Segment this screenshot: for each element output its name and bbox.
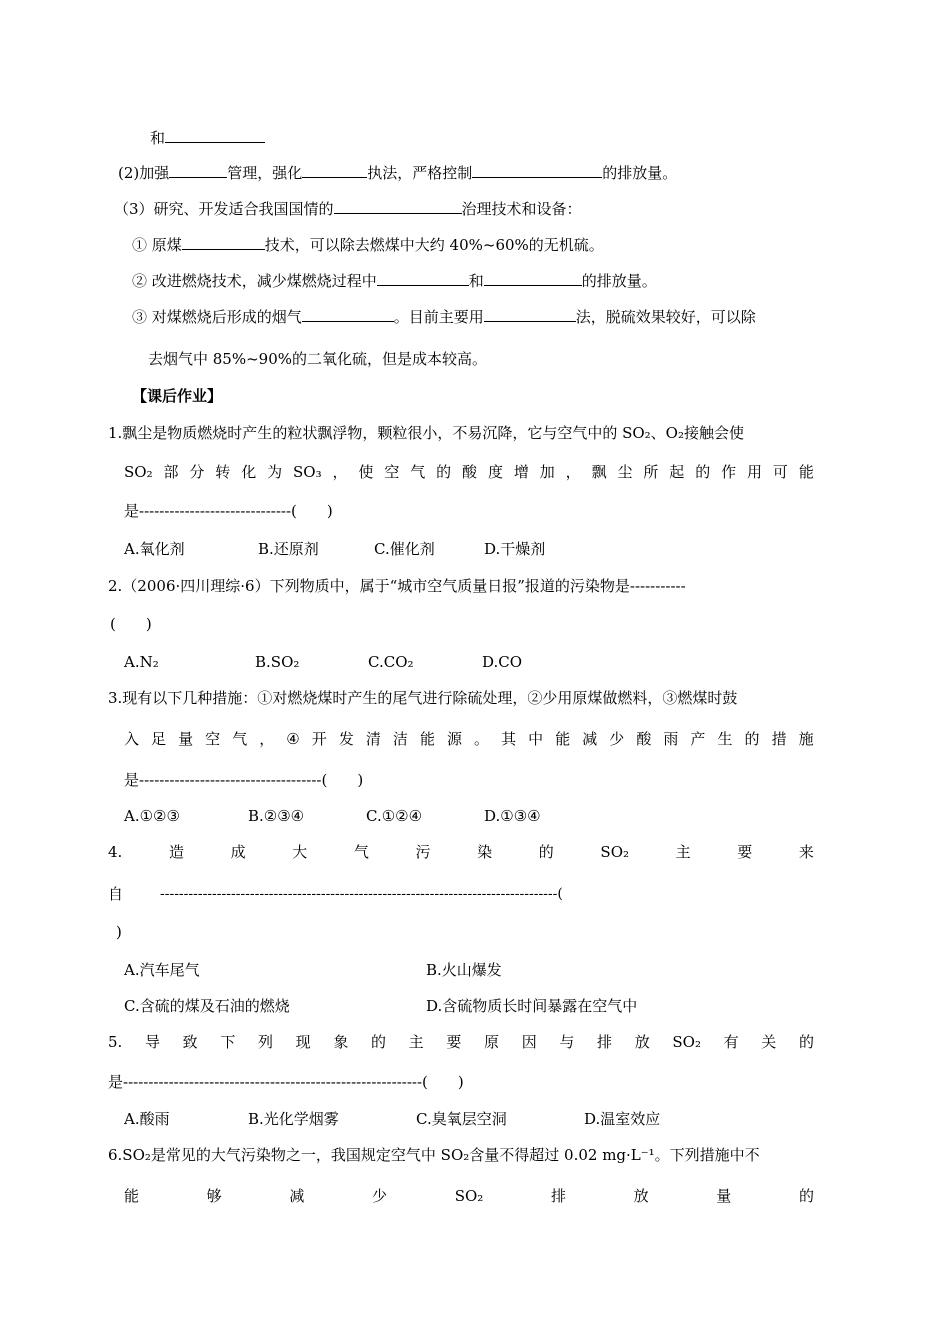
homework-heading: 【课后作业】	[132, 387, 223, 405]
justified-char: 清	[365, 730, 381, 748]
justified-char: 。	[474, 730, 490, 748]
q6-line-1: 6.SO₂是常见的大气污染物之一，我国规定空气中 SO₂含量不得超过 0.02 mg·L⁻¹。下列措施中不	[108, 1146, 760, 1164]
justified-char: 的	[798, 1033, 814, 1051]
justified-char: 的	[695, 463, 711, 481]
answer-blank[interactable]	[377, 271, 469, 286]
answer-blank[interactable]	[165, 128, 265, 143]
justified-char: 分	[189, 463, 205, 481]
justified-char: 放	[634, 1033, 650, 1051]
justified-char: 入	[124, 730, 140, 748]
q3-line-1: 3.现有以下几种措施：①对燃烧煤时产生的尾气进行除硫处理，②少用原煤做燃料，③燃煤时鼓	[108, 689, 738, 707]
q3-option-a[interactable]: A.①②③	[124, 807, 180, 825]
justified-char: 气	[410, 463, 426, 481]
justified-char: 的	[798, 1187, 814, 1205]
fill-line-2: (2)加强 管理，强化 执法，严格控制 的排放量。	[118, 164, 678, 182]
justified-char: 减	[582, 730, 598, 748]
justified-char: 与	[559, 1033, 575, 1051]
answer-blank[interactable]	[169, 163, 227, 178]
justified-char: 产	[690, 730, 706, 748]
q4-option-c[interactable]: C.含硫的煤及石油的燃烧	[124, 997, 290, 1015]
answer-blank[interactable]	[334, 199, 462, 214]
justified-char: 污	[415, 843, 431, 861]
fill-line-he: 和	[150, 128, 265, 148]
justified-char: 化	[241, 463, 257, 481]
justified-char: 转	[215, 463, 231, 481]
fill-line-5: ② 改进燃烧技术，减少煤燃烧过程中 和 的排放量。	[132, 272, 657, 290]
justified-char: ④	[286, 730, 300, 748]
justified-char: 起	[669, 463, 685, 481]
q1-line-2	[124, 462, 814, 482]
justified-char: 的	[538, 843, 554, 861]
q1-option-d[interactable]: D.干燥剂	[484, 540, 546, 558]
q4-line-1	[108, 842, 814, 862]
justified-char: 要	[446, 1033, 462, 1051]
q1-option-c[interactable]: C.催化剂	[374, 540, 435, 558]
justified-char: 源	[447, 730, 463, 748]
fill-line-4: ① 原煤 技术，可以除去燃煤中大约 40%~60%的无机硫。	[132, 236, 604, 254]
justified-char: 致	[182, 1033, 198, 1051]
q4-option-a[interactable]: A.汽车尾气	[124, 961, 200, 979]
justified-char: 放	[633, 1187, 649, 1205]
justified-char: 关	[761, 1033, 777, 1051]
justified-char: 排	[550, 1187, 566, 1205]
q4-option-b[interactable]: B.火山爆发	[426, 961, 502, 979]
justified-char: SO₂	[672, 1033, 701, 1051]
q5-option-b[interactable]: B.光化学烟雾	[248, 1110, 339, 1128]
justified-char: 气	[232, 730, 248, 748]
justified-char: ，	[259, 730, 275, 748]
justified-char: 的	[436, 463, 452, 481]
justified-char: SO₃	[293, 463, 322, 481]
q1-line-1: 1.飘尘是物质燃烧时产生的粒状飘浮物，颗粒很小，不易沉降，它与空气中的 SO₂、O₂接触会使	[108, 424, 744, 442]
q5-line-1	[108, 1032, 814, 1052]
q6-line-2	[124, 1186, 814, 1206]
justified-char: 成	[230, 843, 246, 861]
q2-option-b[interactable]: B.SO₂	[255, 653, 300, 671]
justified-char: 生	[717, 730, 733, 748]
justified-char: 尘	[617, 463, 633, 481]
justified-char: 现	[295, 1033, 311, 1051]
justified-char: 要	[737, 843, 753, 861]
justified-char: 少	[372, 1187, 388, 1205]
answer-blank[interactable]	[472, 163, 602, 178]
q2-option-c[interactable]: C.CO₂	[368, 653, 414, 671]
justified-char: 部	[163, 463, 179, 481]
answer-blank[interactable]	[302, 307, 394, 322]
justified-char: 主	[408, 1033, 424, 1051]
justified-char: 来	[798, 843, 814, 861]
justified-char: 所	[643, 463, 659, 481]
justified-char: 造	[168, 843, 184, 861]
justified-char: 可	[772, 463, 788, 481]
justified-char: 发	[338, 730, 354, 748]
fill-line-3: （3）研究、开发适合我国国情的 治理技术和设备：	[114, 200, 582, 218]
justified-char: 量	[716, 1187, 732, 1205]
q1-option-a[interactable]: A.氧化剂	[124, 540, 185, 558]
justified-char: 导	[144, 1033, 160, 1051]
justified-char: 少	[609, 730, 625, 748]
justified-char: 能	[124, 1187, 140, 1205]
justified-char: 排	[597, 1033, 613, 1051]
q5-line-2: 是-----------------------------------------------------------( )	[108, 1073, 464, 1091]
q5-option-a[interactable]: A.酸雨	[124, 1110, 170, 1128]
justified-char: 为	[267, 463, 283, 481]
q1-option-b[interactable]: B.还原剂	[258, 540, 319, 558]
justified-char: 主	[675, 843, 691, 861]
justified-char: 大	[292, 843, 308, 861]
q3-line-3: 是------------------------------------( )	[124, 771, 364, 789]
q2-option-d[interactable]: D.CO	[482, 653, 523, 671]
justified-char: 足	[151, 730, 167, 748]
justified-char: 雨	[663, 730, 679, 748]
q5-option-c[interactable]: C.臭氧层空洞	[416, 1110, 507, 1128]
justified-char: 染	[477, 843, 493, 861]
justified-char: 中	[528, 730, 544, 748]
justified-char: 空	[384, 463, 400, 481]
justified-char: 增	[513, 463, 529, 481]
justified-char: SO₂	[124, 463, 153, 481]
justified-char: 飘	[591, 463, 607, 481]
q2-option-a[interactable]: A.N₂	[124, 653, 159, 671]
answer-blank[interactable]	[182, 235, 265, 250]
text-line-7: 去烟气中 85%~90%的二氧化硫，但是成本较高。	[148, 350, 488, 368]
justified-char: 能	[555, 730, 571, 748]
justified-char: 开	[311, 730, 327, 748]
q3-option-c[interactable]: C.①②④	[366, 807, 423, 825]
justified-char: 施	[798, 730, 814, 748]
justified-char: SO₂	[600, 843, 630, 861]
q3-option-d[interactable]: D.①③④	[484, 807, 541, 825]
justified-char: 洁	[392, 730, 408, 748]
justified-char: 能	[798, 463, 814, 481]
q4-line-2a: 自	[108, 885, 124, 903]
answer-blank[interactable]	[484, 271, 582, 286]
justified-char: SO₂	[454, 1187, 484, 1205]
justified-char: ，	[332, 463, 348, 481]
justified-char: 使	[358, 463, 374, 481]
q3-line-2	[124, 729, 814, 749]
answer-blank[interactable]	[484, 307, 576, 322]
q4-line-2b: ------------------------------------------------------------------------------------(	[160, 886, 563, 902]
justified-char: 够	[206, 1187, 222, 1205]
answer-blank[interactable]	[302, 163, 367, 178]
justified-char: 酸	[462, 463, 478, 481]
justified-char: 的	[371, 1033, 387, 1051]
justified-char: 有	[723, 1033, 739, 1051]
fill-line-6: ③ 对煤燃烧后形成的烟气 。目前主要用 法，脱硫效果较好，可以除	[132, 308, 756, 326]
justified-char: 其	[501, 730, 517, 748]
q1-line-3: 是------------------------------( )	[124, 502, 333, 520]
justified-char: 气	[353, 843, 369, 861]
justified-char: 能	[419, 730, 435, 748]
justified-char: 量	[178, 730, 194, 748]
justified-char: 下	[220, 1033, 236, 1051]
justified-char: ，	[565, 463, 581, 481]
justified-char: 象	[333, 1033, 349, 1051]
justified-char: 空	[205, 730, 221, 748]
justified-char: 4.	[108, 843, 123, 861]
justified-char: 5.	[108, 1033, 123, 1051]
q4-line-3: )	[116, 923, 122, 941]
justified-char: 减	[289, 1187, 305, 1205]
justified-char: 因	[521, 1033, 537, 1051]
justified-char: 作	[721, 463, 737, 481]
justified-char: 的	[744, 730, 760, 748]
justified-char: 列	[257, 1033, 273, 1051]
justified-char: 原	[484, 1033, 500, 1051]
justified-char: 用	[747, 463, 763, 481]
justified-char: 加	[539, 463, 555, 481]
q5-option-d[interactable]: D.温室效应	[584, 1110, 661, 1128]
q2-line-2: ( )	[110, 615, 152, 633]
q2-line-1: 2.（2006·四川理综·6）下列物质中，属于“城市空气质量日报”报道的污染物是-----------	[108, 577, 686, 595]
q4-option-d[interactable]: D.含硫物质长时间暴露在空气中	[426, 997, 638, 1015]
justified-char: 措	[771, 730, 787, 748]
justified-char: 酸	[636, 730, 652, 748]
q3-option-b[interactable]: B.②③④	[248, 807, 305, 825]
justified-char: 度	[487, 463, 503, 481]
